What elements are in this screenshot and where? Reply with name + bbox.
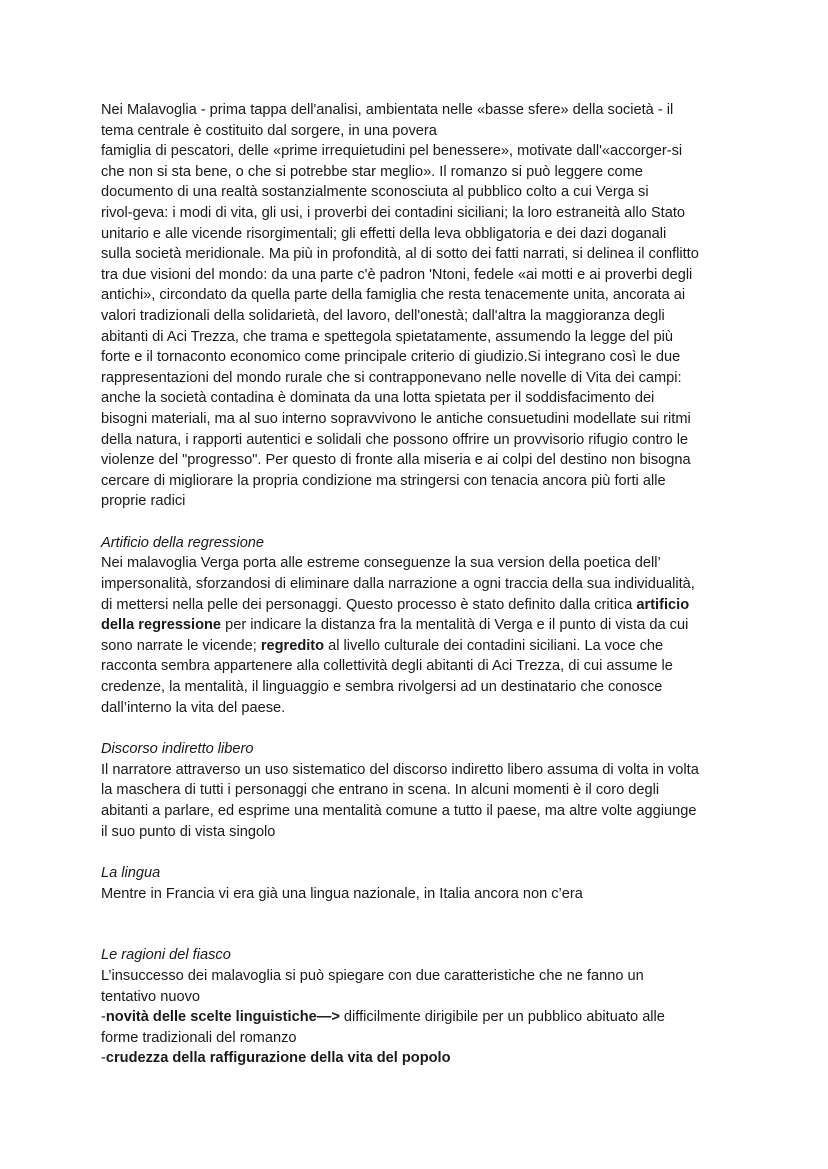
text-line: abitanti a parlare, ed esprime una mentalità comune a tutto il paese, ma altre volte aggiunge bbox=[101, 803, 697, 819]
text-line: il suo punto di vista singolo bbox=[101, 823, 276, 840]
text-run: sono narrate le vicende; bbox=[101, 637, 261, 654]
text-run: al livello culturale dei contadini siciliani. La voce che bbox=[324, 637, 664, 654]
list-item bbox=[101, 1048, 729, 1069]
text-line: violenze del "progresso". Per questo di fronte alla miseria e ai colpi del destino non bisogna bbox=[101, 452, 691, 469]
text-line: proprie radici bbox=[101, 493, 186, 510]
text-line: Mentre in Francia vi era già una lingua nazionale, in Italia ancora non c’era bbox=[101, 885, 583, 902]
text-run: per indicare la distanza fra la mentalità di Verga e il punto di vista da cui bbox=[221, 617, 689, 634]
text-line bbox=[101, 636, 729, 657]
text-line: racconta sembra appartenere alla collettività degli abitanti di Aci Trezza, di cui assume le bbox=[101, 658, 673, 675]
section-heading: Le ragioni del fiasco bbox=[101, 947, 231, 964]
paragraph-spacer bbox=[101, 904, 729, 945]
text-line: credenze, la mentalità, il linguaggio e sembra rivolgersi ad un destinatario che conosce bbox=[101, 679, 663, 696]
paragraph-malavoglia-intro bbox=[101, 100, 729, 512]
text-line: forte e il tornaconto economico come principale criterio di giudizio.Si integrano così le due bbox=[101, 349, 681, 366]
bold-term: crudezza della raffigurazione della vita del popolo bbox=[105, 1050, 451, 1067]
text-line: tentativo nuovo bbox=[101, 988, 200, 1005]
text-line: L’insuccesso dei malavoglia si può spiegare con due caratteristiche che ne fanno un bbox=[101, 967, 644, 984]
section-ragioni-fiasco bbox=[101, 945, 729, 1069]
text-line: Nei Malavoglia - prima tappa dell'analisi, ambientata nelle «basse sfere» della società - il bbox=[101, 102, 674, 118]
text-line: antichi», circondato da quella parte della famiglia che resta tenacemente unita, ancorata ai bbox=[101, 287, 686, 304]
text-line: forme tradizionali del romanzo bbox=[101, 1029, 297, 1046]
text-run: difficilmente dirigibile per un pubblico abituato alle bbox=[339, 1009, 665, 1026]
text-line: cercare di migliorare la propria condizione ma stringersi con tenacia ancora più forti alle bbox=[101, 472, 666, 489]
text-line: impersonalità, sforzandosi di eliminare dalla narrazione a ogni traccia della sua individualità, bbox=[101, 576, 695, 593]
section-heading: Artificio della regressione bbox=[101, 534, 265, 551]
text-line: che non si sta bene, o che si potrebbe star meglio». Il romanzo si può leggere come bbox=[101, 163, 643, 180]
text-line: bisogni materiali, ma al suo interno sopravvivono le antiche consuetudini modellate sui ritmi bbox=[101, 410, 691, 427]
text-line: rappresentazioni del mondo rurale che si contrapponevano nelle novelle di Vita dei campi: bbox=[101, 369, 682, 386]
text-run: di mettersi nella pelle dei personaggi. Questo processo è stato definito dalla critica bbox=[101, 596, 637, 613]
list-dash: - bbox=[101, 1050, 106, 1067]
text-line: famiglia di pescatori, delle «prime irrequietudini pel benessere», motivate dall'«accorger-si bbox=[101, 143, 683, 160]
bold-term: della regressione bbox=[101, 617, 222, 634]
text-line: della natura, i rapporti autentici e solidali che possono offrire un provvisorio rifugio contro le bbox=[101, 431, 689, 448]
bold-term: artificio bbox=[636, 596, 690, 613]
text-line: valori tradizionali della solidarietà, del lavoro, dell'onestà; dall'altra la maggioranza degli bbox=[101, 307, 665, 324]
text-line: rivol-geva: i modi di vita, gli usi, i proverbi dei contadini siciliani; la loro estraneità allo Stato bbox=[101, 204, 686, 221]
section-artificio-regressione bbox=[101, 533, 729, 718]
bold-term: regredito bbox=[260, 637, 325, 654]
text-line: unitario e alle vicende risorgimentali; gli effetti della leva obbligatoria e dei dazi doganali bbox=[101, 225, 667, 242]
text-line: dall’interno la vita del paese. bbox=[101, 699, 286, 716]
text-line bbox=[101, 595, 729, 616]
section-lingua bbox=[101, 863, 729, 904]
document-page bbox=[101, 100, 729, 1069]
bold-term: novità delle scelte linguistiche—> bbox=[105, 1009, 340, 1026]
text-line: Nei malavoglia Verga porta alle estreme conseguenze la sua version della poetica dell’ bbox=[101, 555, 661, 572]
section-heading: La lingua bbox=[101, 865, 161, 882]
paragraph-spacer bbox=[101, 512, 729, 533]
text-line: tra due visioni del mondo: da una parte c'è padron 'Ntoni, fedele «ai motti e ai proverbi degli bbox=[101, 266, 693, 283]
text-line: la maschera di tutti i personaggi che entrano in scena. In alcuni momenti è il coro degli bbox=[101, 782, 660, 799]
section-discorso-indiretto bbox=[101, 739, 729, 842]
list-item bbox=[101, 1007, 729, 1028]
text-line: abitanti di Aci Trezza, che trama e spettegola spietatamente, assumendo la legge del più bbox=[101, 328, 673, 345]
text-line: tema centrale è costituito dal sorgere, in una povera bbox=[101, 122, 437, 139]
text-line bbox=[101, 615, 729, 636]
text-line: Il narratore attraverso un uso sistematico del discorso indiretto libero assuma di volta in volta bbox=[101, 761, 699, 778]
text-line: anche la società contadina è dominata da una lotta spietata per il soddisfacimento dei bbox=[101, 390, 655, 407]
paragraph-spacer bbox=[101, 718, 729, 739]
paragraph-spacer bbox=[101, 842, 729, 863]
text-line: sulla società meridionale. Ma più in profondità, al di sotto dei fatti narrati, si delinea il conflitto bbox=[101, 246, 699, 263]
text-line: documento di una realtà sostanzialmente sconosciuta al pubblico colto a cui Verga si bbox=[101, 184, 649, 201]
list-dash: - bbox=[101, 1009, 106, 1026]
section-heading: Discorso indiretto libero bbox=[101, 741, 254, 758]
